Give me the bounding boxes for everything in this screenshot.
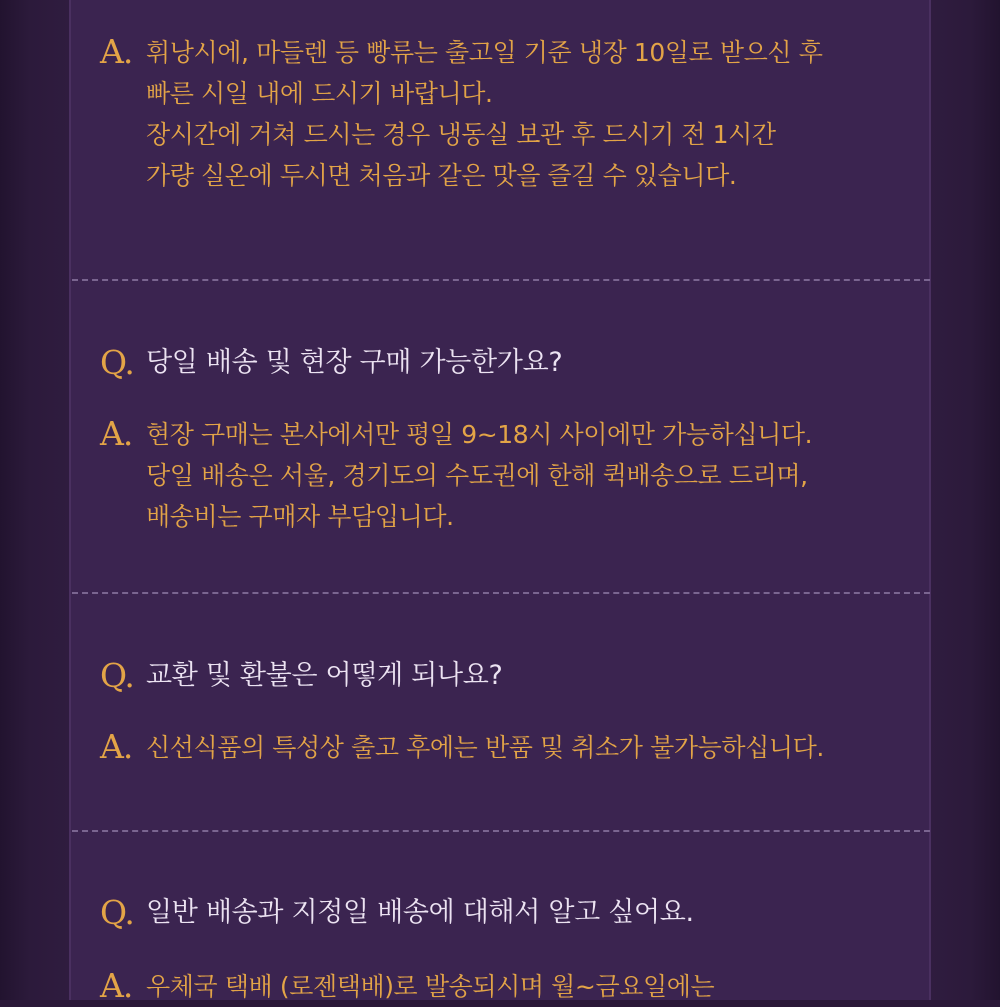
faq-question-3[interactable] (100, 656, 920, 696)
faq-divider (72, 592, 930, 594)
answer-marker: A. (100, 727, 133, 766)
faq-divider (72, 279, 930, 281)
answer-text (146, 32, 822, 196)
faq-divider (72, 830, 930, 832)
answer-marker: A. (100, 32, 133, 71)
answer-line: 우체국 택배 (로젠택배)로 발송되시며 월~금요일에는 (146, 972, 715, 1001)
answer-marker: A. (100, 966, 133, 1005)
answer-line: 가량 실온에 두시면 처음과 같은 맛을 즐길 수 있습니다. (146, 161, 737, 190)
faq-answer-4 (100, 966, 920, 1007)
question-text: 당일 배송 및 현장 구매 가능한가요? (146, 347, 563, 378)
faq-question-2[interactable] (100, 343, 920, 383)
answer-line: 휘낭시에, 마들렌 등 빵류는 출고일 기준 냉장 10일로 받으신 후 (146, 38, 823, 67)
answer-text (146, 727, 824, 768)
question-marker: Q. (100, 656, 134, 695)
question-text: 교환 및 환불은 어떻게 되나요? (146, 660, 503, 691)
answer-text (146, 414, 812, 537)
faq-question-4[interactable] (100, 893, 920, 933)
answer-line: 장시간에 거쳐 드시는 경우 냉동실 보관 후 드시기 전 1시간 (146, 120, 776, 149)
answer-line: 배송비는 구매자 부담입니다. (146, 502, 454, 531)
answer-line: 빠른 시일 내에 드시기 바랍니다. (146, 79, 493, 108)
question-marker: Q. (100, 893, 134, 932)
answer-marker: A. (100, 414, 133, 453)
faq-answer-3 (100, 727, 920, 768)
answer-line: 현장 구매는 본사에서만 평일 9~18시 사이에만 가능하십니다. (146, 420, 813, 449)
faq-answer-1 (100, 32, 920, 196)
answer-line: 당일 배송은 서울, 경기도의 수도권에 한해 퀵배송으로 드리며, (146, 461, 808, 490)
answer-line: 신선식품의 특성상 출고 후에는 반품 및 취소가 불가능하십니다. (146, 733, 824, 762)
question-text: 일반 배송과 지정일 배송에 대해서 알고 싶어요. (146, 897, 694, 928)
question-marker: Q. (100, 343, 134, 382)
faq-answer-2 (100, 414, 920, 537)
answer-text (146, 966, 714, 1007)
